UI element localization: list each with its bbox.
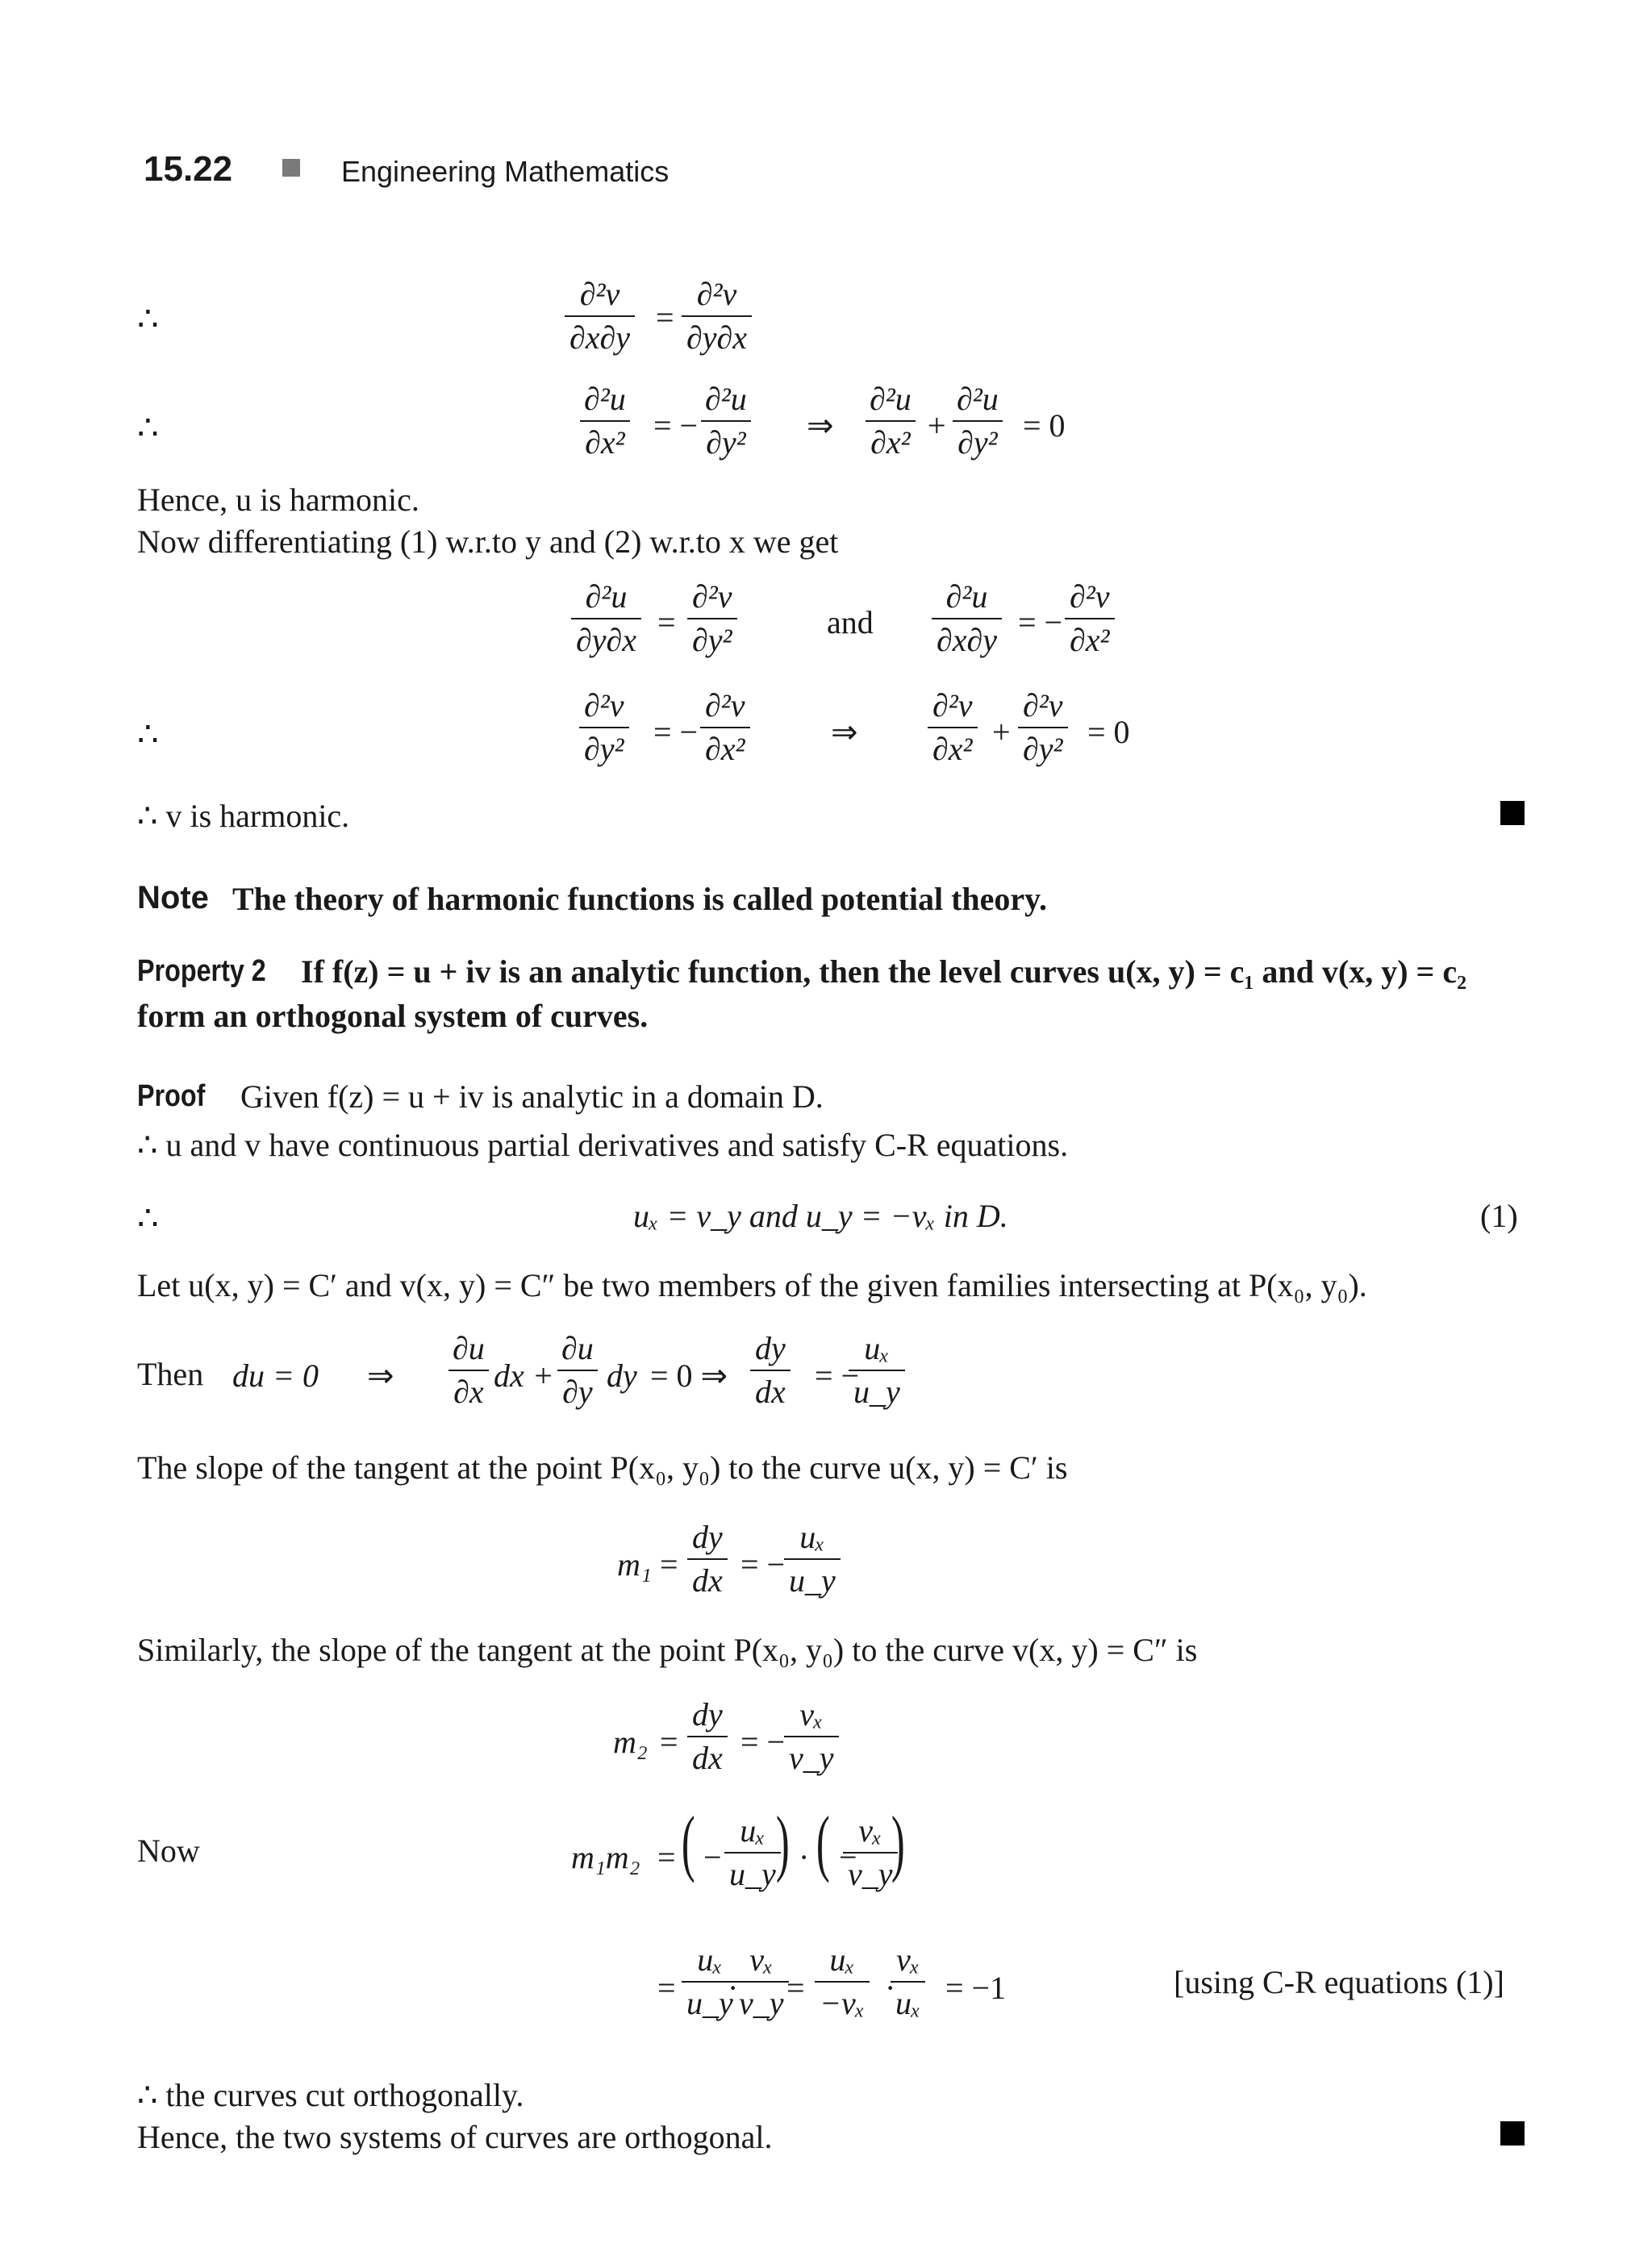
equals-sign: = [656,299,674,336]
m1-label: m₁ [617,1546,652,1583]
m1m2-label: m₁m₂ [571,1839,640,1875]
result-minus-one: = −1 [945,1970,1007,2006]
left-paren: ( [816,1801,830,1883]
property-statement-line1: If f(z) = u + iv is an analytic function, then the level curves u(x, y) = c₁ and v(x, y) = c₂ [301,953,1467,990]
fraction-d2u-dx2: $\frac{\text{∂²u}}{\text{∂x²}}$ [865,383,916,459]
right-paren: ) [775,1801,790,1883]
fraction-d2u-dxdy: $\frac{\text{∂²u}}{\partial x\partial y}$ [932,581,1002,657]
differentiating-line: Now differentiating (1) w.r.to y and (2) w.r.to x we get [137,523,839,560]
fraction-vx-vy: $\frac{\text{vₓ}}{v\_y}$ [843,1815,898,1891]
fraction-d2v-dy2: $\frac{\text{∂²v}}{\text{∂y²}}$ [1018,690,1068,765]
fraction-d2v-dy2: $\frac{\text{∂²v}}{\text{∂y²}}$ [687,581,737,657]
conclusion-orthogonal-cut: ∴ the curves cut orthogonally. [137,2077,524,2113]
equals-minus: = − [740,1724,786,1760]
now-label: Now [137,1833,200,1869]
dy-term: dy [607,1357,637,1394]
book-title: Engineering Mathematics [341,155,670,188]
fraction-vx-vy: $\frac{\text{vₓ}}{v\_y}$ [784,1699,839,1774]
equals-sign: = [657,1970,676,2006]
cr-reference: [using C-R equations (1)] [1174,1964,1504,2000]
conclusion-orthogonal-systems: Hence, the two systems of curves are orthogonal. [137,2119,773,2155]
du-zero: du = 0 [232,1357,319,1394]
fraction-d2u-dy2: $\frac{\text{∂²u}}{\text{∂y²}}$ [700,383,752,459]
implies-arrow: ⇒ [367,1357,394,1394]
fraction-ux-uy: $\frac{\text{uₓ}}{u\_y}$ [784,1521,841,1597]
slope-u-line: The slope of the tangent at the point P(x₀, y₀) to the curve u(x, y) = C′ is [137,1449,1068,1486]
equals-sign: = [660,1546,678,1583]
let-line: Let u(x, y) = C′ and v(x, y) = C″ be two members of the given families intersecting at P(x₀, y₀). [137,1267,1367,1303]
equals-zero: = 0 [1087,714,1130,750]
fraction-d2v-dx2: $\frac{\text{∂²v}}{\text{∂x²}}$ [928,690,978,765]
equals-minus: = − [653,714,699,750]
cr-equations: uₓ = v_y and u_y = −vₓ in D. [633,1198,1008,1234]
fraction-dy-dx: $\frac{dy}{dx}$ [750,1332,791,1408]
equals-sign: = [786,1970,805,2006]
fraction-vx-ux: $\frac{\text{vₓ}}{\text{uₓ}}$ [891,1944,925,2020]
end-of-proof-square [1500,2121,1525,2145]
proof-label: Proof [137,1079,206,1113]
therefore-symbol: ∴ [137,301,159,338]
equals-zero-implies: = 0 ⇒ [650,1357,728,1394]
equals-sign: = [657,604,676,640]
similarly-line: Similarly, the slope of the tangent at the point P(x₀, y₀) to the curve v(x, y) = C″ is [137,1632,1198,1668]
equals-zero: = 0 [1023,407,1066,444]
minus-sign: − [703,1839,722,1875]
implies-arrow: ⇒ [807,407,834,444]
equals-minus: = − [740,1546,786,1583]
fraction-d2v-dydx: $\frac{\text{∂²v}}{\partial y\partial x}$ [682,278,752,354]
m2-label: m₂ [613,1724,648,1760]
dx-plus: dx + [494,1357,554,1394]
proof-line1: Given f(z) = u + iv is analytic in a domain D. [240,1078,824,1115]
right-paren: ) [891,1801,905,1883]
dot-operator: · [885,1970,896,2006]
fraction-d2v-dy2: $\frac{\text{∂²v}}{\text{∂y²}}$ [579,690,629,765]
proof-line2: ∴ u and v have continuous partial derivatives and satisfy C-R equations. [137,1127,1069,1163]
fraction-d2v-dxdy: $\frac{\text{∂²v}}{\partial x\partial y}$ [565,278,635,354]
therefore-symbol: ∴ [137,1200,159,1237]
equals-minus: = − [653,407,699,444]
and-word: and [827,604,874,640]
fraction-du-dx: $\frac{\partial u}{\partial x}$ [448,1332,490,1408]
fraction-d2u-dy2: $\frac{\text{∂²u}}{\text{∂y²}}$ [952,383,1003,459]
fraction-ux-uy: $\frac{\text{uₓ}}{u\_y}$ [724,1815,781,1891]
dot-operator: · [799,1839,810,1875]
plus-sign: + [928,407,946,444]
fraction-ux-uy: $\frac{\text{uₓ}}{u\_y}$ [682,1944,738,2020]
equals-minus: = − [815,1357,860,1394]
note-text: The theory of harmonic functions is called potential theory. [232,881,1047,917]
fraction-ux-neg-vx: $\frac{\text{uₓ}}{\text{−vₓ}}$ [815,1944,870,2020]
conclusion-u-harmonic: Hence, u is harmonic. [137,482,419,518]
conclusion-v-harmonic: ∴ v is harmonic. [137,798,350,834]
minus-sign: − [839,1839,857,1875]
implies-arrow: ⇒ [831,714,858,750]
fraction-vx-vy: $\frac{\text{vₓ}}{v\_y}$ [734,1944,789,2020]
then-label: Then [137,1356,204,1392]
fraction-d2v-dx2: $\frac{\text{∂²v}}{\text{∂x²}}$ [1065,581,1115,657]
note-label: Note [137,880,209,915]
property-statement-line2: form an orthogonal system of curves. [137,998,649,1034]
left-paren: ( [681,1801,695,1883]
therefore-symbol: ∴ [137,410,159,447]
equation-number: (1) [1480,1198,1518,1234]
fraction-dy-dx: $\frac{dy}{dx}$ [687,1521,728,1597]
fraction-du-dy: $\frac{\partial u}{\partial y}$ [557,1332,599,1408]
fraction-d2u-dx2: $\frac{\text{∂²u}}{\text{∂x²}}$ [579,383,631,459]
equals-minus: = − [1018,604,1063,640]
equals-sign: = [657,1839,676,1875]
therefore-symbol: ∴ [137,716,159,753]
end-of-proof-square [1500,801,1525,825]
property-label: Property 2 [137,954,266,988]
equals-sign: = [660,1724,678,1760]
header-marker-square [282,159,300,177]
page-number: 15.22 [144,149,233,189]
fraction-ux-uy: $\frac{\text{uₓ}}{u\_y}$ [849,1332,905,1408]
fraction-dy-dx: $\frac{dy}{dx}$ [687,1699,728,1774]
plus-sign: + [992,714,1011,750]
dot-operator: · [728,1970,739,2006]
fraction-d2u-dydx: $\frac{\text{∂²u}}{\partial y\partial x}$ [571,581,641,657]
fraction-d2v-dx2: $\frac{\text{∂²v}}{\text{∂x²}}$ [700,690,750,765]
